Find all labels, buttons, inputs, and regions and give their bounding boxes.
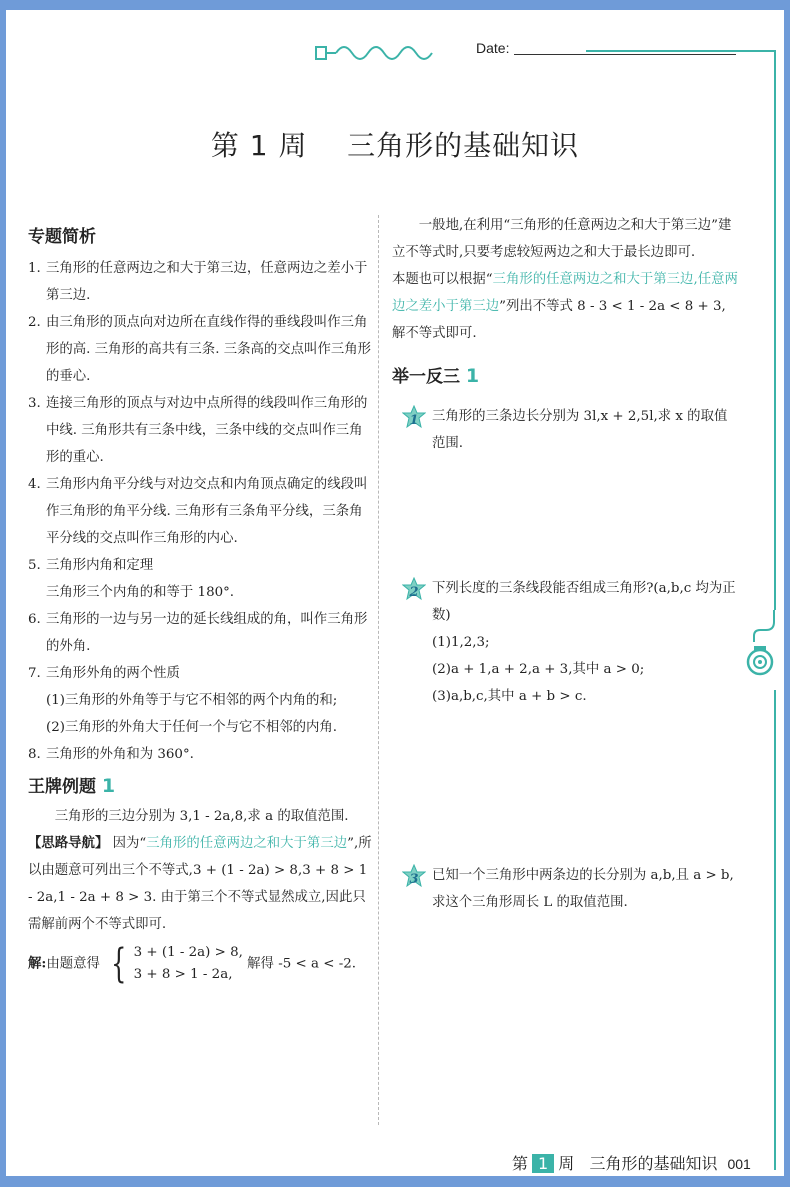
- plug-icon: [314, 38, 434, 72]
- question-option: (1)1,2,3;: [432, 635, 490, 650]
- item-number: 7.: [28, 666, 41, 681]
- decorative-line: [586, 50, 776, 52]
- left-column: [28, 222, 372, 986]
- page-title: 第 1 周 三角形的基础知识: [210, 129, 580, 162]
- system-line: 3 + (1 - 2a) > 8,: [133, 945, 243, 960]
- list-item: [28, 660, 372, 741]
- item-number: 6.: [28, 612, 41, 627]
- page-footer: [512, 1151, 751, 1174]
- column-divider: [378, 215, 379, 1125]
- item-text: 三角形内角平分线与对边交点和内角顶点确定的线段叫作三角形的角平分线. 三角形有三条角平分线，三条角平分线的交点叫作三角形的内心.: [46, 477, 368, 546]
- item-text: 由三角形的顶点向对边所在直线作得的垂线段叫作三角形的高. 三角形的高共有三条. 三条高的交点叫作三角形的垂心.: [46, 315, 372, 384]
- date-input-line[interactable]: [514, 54, 736, 55]
- question-badge: 2: [402, 577, 426, 601]
- practice-heading-number: 1: [465, 365, 480, 387]
- item-text: 三角形的任意两边之和大于第三边，任意两边之差小于第三边.: [46, 261, 368, 303]
- question-text: 三角形的三条边长分别为 3l,x + 2,5l,求 x 的取值范围.: [432, 409, 728, 451]
- hint-text-pre: 因为“: [112, 836, 147, 851]
- page-number: 001: [727, 1156, 751, 1172]
- solution-text-post: 解得 -5 < a < -2.: [247, 956, 357, 972]
- item-text: 连接三角形的顶点与对边中点所得的线段叫作三角形的中线. 三角形共有三条中线，三条中线的交点叫作三角形的重心.: [46, 396, 368, 465]
- solution-text-pre: 由题意得: [46, 956, 100, 972]
- item-number: 5.: [28, 558, 41, 573]
- list-item: [28, 471, 372, 552]
- hint-label: 【思路导航】: [28, 835, 109, 851]
- item-text: 三角形内角和定理: [46, 558, 154, 573]
- right-column: [392, 212, 738, 916]
- question-text: 已知一个三角形中两条边的长分别为 a,b,且 a > b,求这个三角形周长 L 的取值范围.: [432, 868, 734, 910]
- item-number: 8.: [28, 747, 41, 762]
- note-paragraph: [392, 266, 738, 347]
- list-item: [28, 309, 372, 390]
- key-points-list: [28, 255, 372, 768]
- footer-week-number: 1: [532, 1154, 554, 1173]
- item-number: 2.: [28, 315, 41, 330]
- hint-text-post: ”,所以由题意可列出三个不等式,3 + (1 - 2a) > 8,3 + 8 > 1 - 2a,1 - 2a + 8 > 3. 由于第三个不等式显然成立,因此只需解前两个不等式即可.: [28, 836, 372, 932]
- item-subtext: 三角形三个内角的和等于 180°.: [46, 585, 235, 600]
- item-number: 4.: [28, 477, 41, 492]
- hint-highlight: 三角形的任意两边之和大于第三边: [146, 836, 348, 851]
- example-problem: 三角形的三边分别为 3,1 - 2a,8,求 a 的取值范围.: [54, 809, 349, 824]
- item-subtext: (1)三角形的外角等于与它不相邻的两个内角的和;: [46, 693, 338, 708]
- footer-title: 周 三角形的基础知识: [558, 1154, 718, 1173]
- page: [6, 10, 784, 1176]
- section-heading: 专题简析: [28, 227, 96, 247]
- list-item: [28, 606, 372, 660]
- question-1: [392, 403, 738, 457]
- question-3: [392, 862, 738, 916]
- practice-heading-text: 举一反三: [392, 367, 460, 387]
- question-2: [392, 575, 738, 710]
- note-highlight: 三角形的任意两边之和大于第三边,任意两边之差小于第三边: [392, 272, 738, 314]
- question-text: 下列长度的三条线段能否组成三角形?(a,b,c 均为正数): [432, 581, 736, 623]
- practice-heading: [392, 363, 738, 391]
- item-text: 三角形的一边与另一边的延长线组成的角，叫作三角形的外角.: [46, 612, 368, 654]
- footer-pre: 第: [512, 1154, 529, 1173]
- list-item: [28, 552, 372, 606]
- note-text-pre: 本题也可以根据“: [392, 272, 493, 287]
- example-heading: [28, 772, 372, 797]
- bulb-icon: [746, 610, 786, 684]
- question-option: (3)a,b,c,其中 a + b > c.: [432, 689, 587, 704]
- question-badge: 3: [402, 864, 426, 888]
- system-line: 3 + 8 > 1 - 2a,: [133, 967, 233, 982]
- inequality-system: [104, 942, 243, 986]
- note-paragraph: 一般地,在利用“三角形的任意两边之和大于第三边”建立不等式时,只要考虑较短两边之和大于最长边即可.: [392, 218, 732, 260]
- example-heading-text: 王牌例题: [28, 777, 96, 797]
- item-number: 1.: [28, 261, 41, 276]
- date-label: Date:: [476, 40, 510, 56]
- example-heading-number: 1: [101, 775, 116, 797]
- example-hint: [28, 830, 372, 938]
- decorative-line: [774, 690, 776, 1170]
- solution-label: 解:: [28, 955, 47, 972]
- list-item: [28, 255, 372, 309]
- brace-symbol: {: [111, 941, 127, 987]
- question-option: (2)a + 1,a + 2,a + 3,其中 a > 0;: [432, 662, 645, 677]
- item-text: 三角形的外角和为 360°.: [46, 747, 194, 762]
- question-badge: 1: [402, 405, 426, 429]
- item-text: 三角形外角的两个性质: [46, 666, 180, 681]
- example-solution: [28, 942, 372, 986]
- item-subtext: (2)三角形的外角大于任何一个与它不相邻的内角.: [46, 720, 338, 735]
- list-item: [28, 741, 372, 768]
- list-item: [28, 390, 372, 471]
- example-block: [28, 803, 372, 986]
- item-number: 3.: [28, 396, 41, 411]
- note-text-post: ”列出不等式 8 - 3 < 1 - 2a < 8 + 3,解不等式即可.: [392, 299, 726, 341]
